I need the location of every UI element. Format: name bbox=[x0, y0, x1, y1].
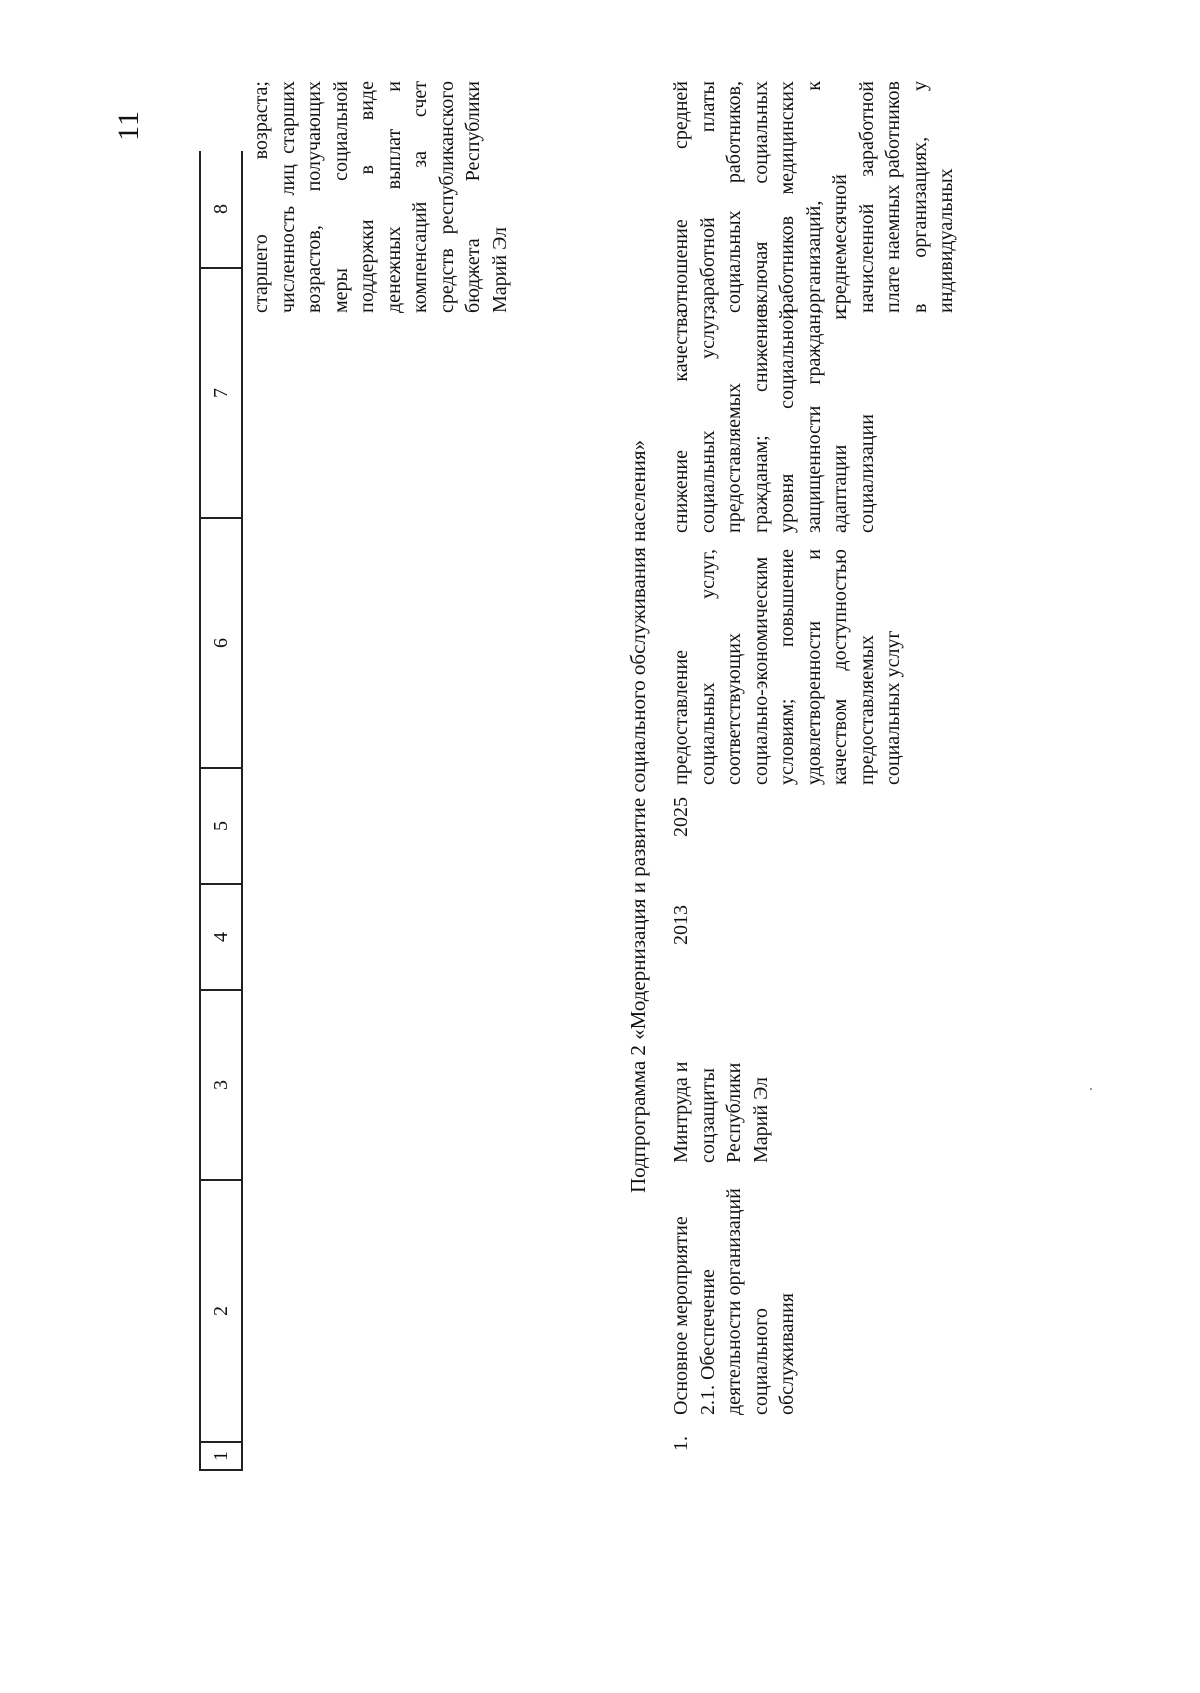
header-cell-3: 3 bbox=[201, 991, 241, 1181]
row-end-year: 2025 bbox=[670, 797, 692, 837]
header-cell-5: 5 bbox=[201, 769, 241, 885]
row-expected-result: предоставление социальных услуг, соответствующих социально-экономическим условиям; повышение удовлетворенности и качеством доступностью предоставляемых социальных услуг bbox=[670, 549, 904, 785]
row-number: 1. bbox=[670, 1436, 692, 1451]
table-header-row bbox=[199, 151, 243, 1471]
row-measure-name: Основное мероприятие 2.1. Обеспечение деятельности организаций социального обслуживания bbox=[670, 1188, 798, 1415]
header-cell-1: 1 bbox=[201, 1443, 241, 1471]
continuation-col8-text: старшего возраста; численность лиц старших возрастов, получающих меры социальной поддержки в виде денежных выплат и компенсаций за счет средств республиканского бюджета Республики Марий Эл bbox=[250, 81, 511, 313]
row-start-year: 2013 bbox=[670, 905, 692, 945]
subprogram-heading: Подпрограмма 2 «Модернизация и развитие социального обслуживания населения» bbox=[626, 439, 650, 1193]
page-number: 11 bbox=[112, 110, 145, 141]
header-cell-2: 2 bbox=[201, 1181, 241, 1443]
row-responsible-executor: Минтруда и соцзащиты Республики Марий Эл bbox=[670, 1061, 772, 1163]
header-cell-8: 8 bbox=[201, 151, 241, 269]
header-cell-4: 4 bbox=[201, 885, 241, 991]
row-indicator-link: отношение средней заработной платы социальных работников, включая социальных работников медицинских организаций, к среднемесячной начисленной заработной плате наемных работников в организациях, у индивидуальных bbox=[670, 81, 957, 313]
header-cell-7: 7 bbox=[201, 269, 241, 519]
header-cell-6: 6 bbox=[201, 519, 241, 769]
row-consequences: снижение качества социальных услуг, предоставляемых гражданам; снижение уровня социальной защищенности граждан, адаптации и социализации bbox=[670, 309, 878, 533]
scan-speck bbox=[1090, 1088, 1092, 1090]
